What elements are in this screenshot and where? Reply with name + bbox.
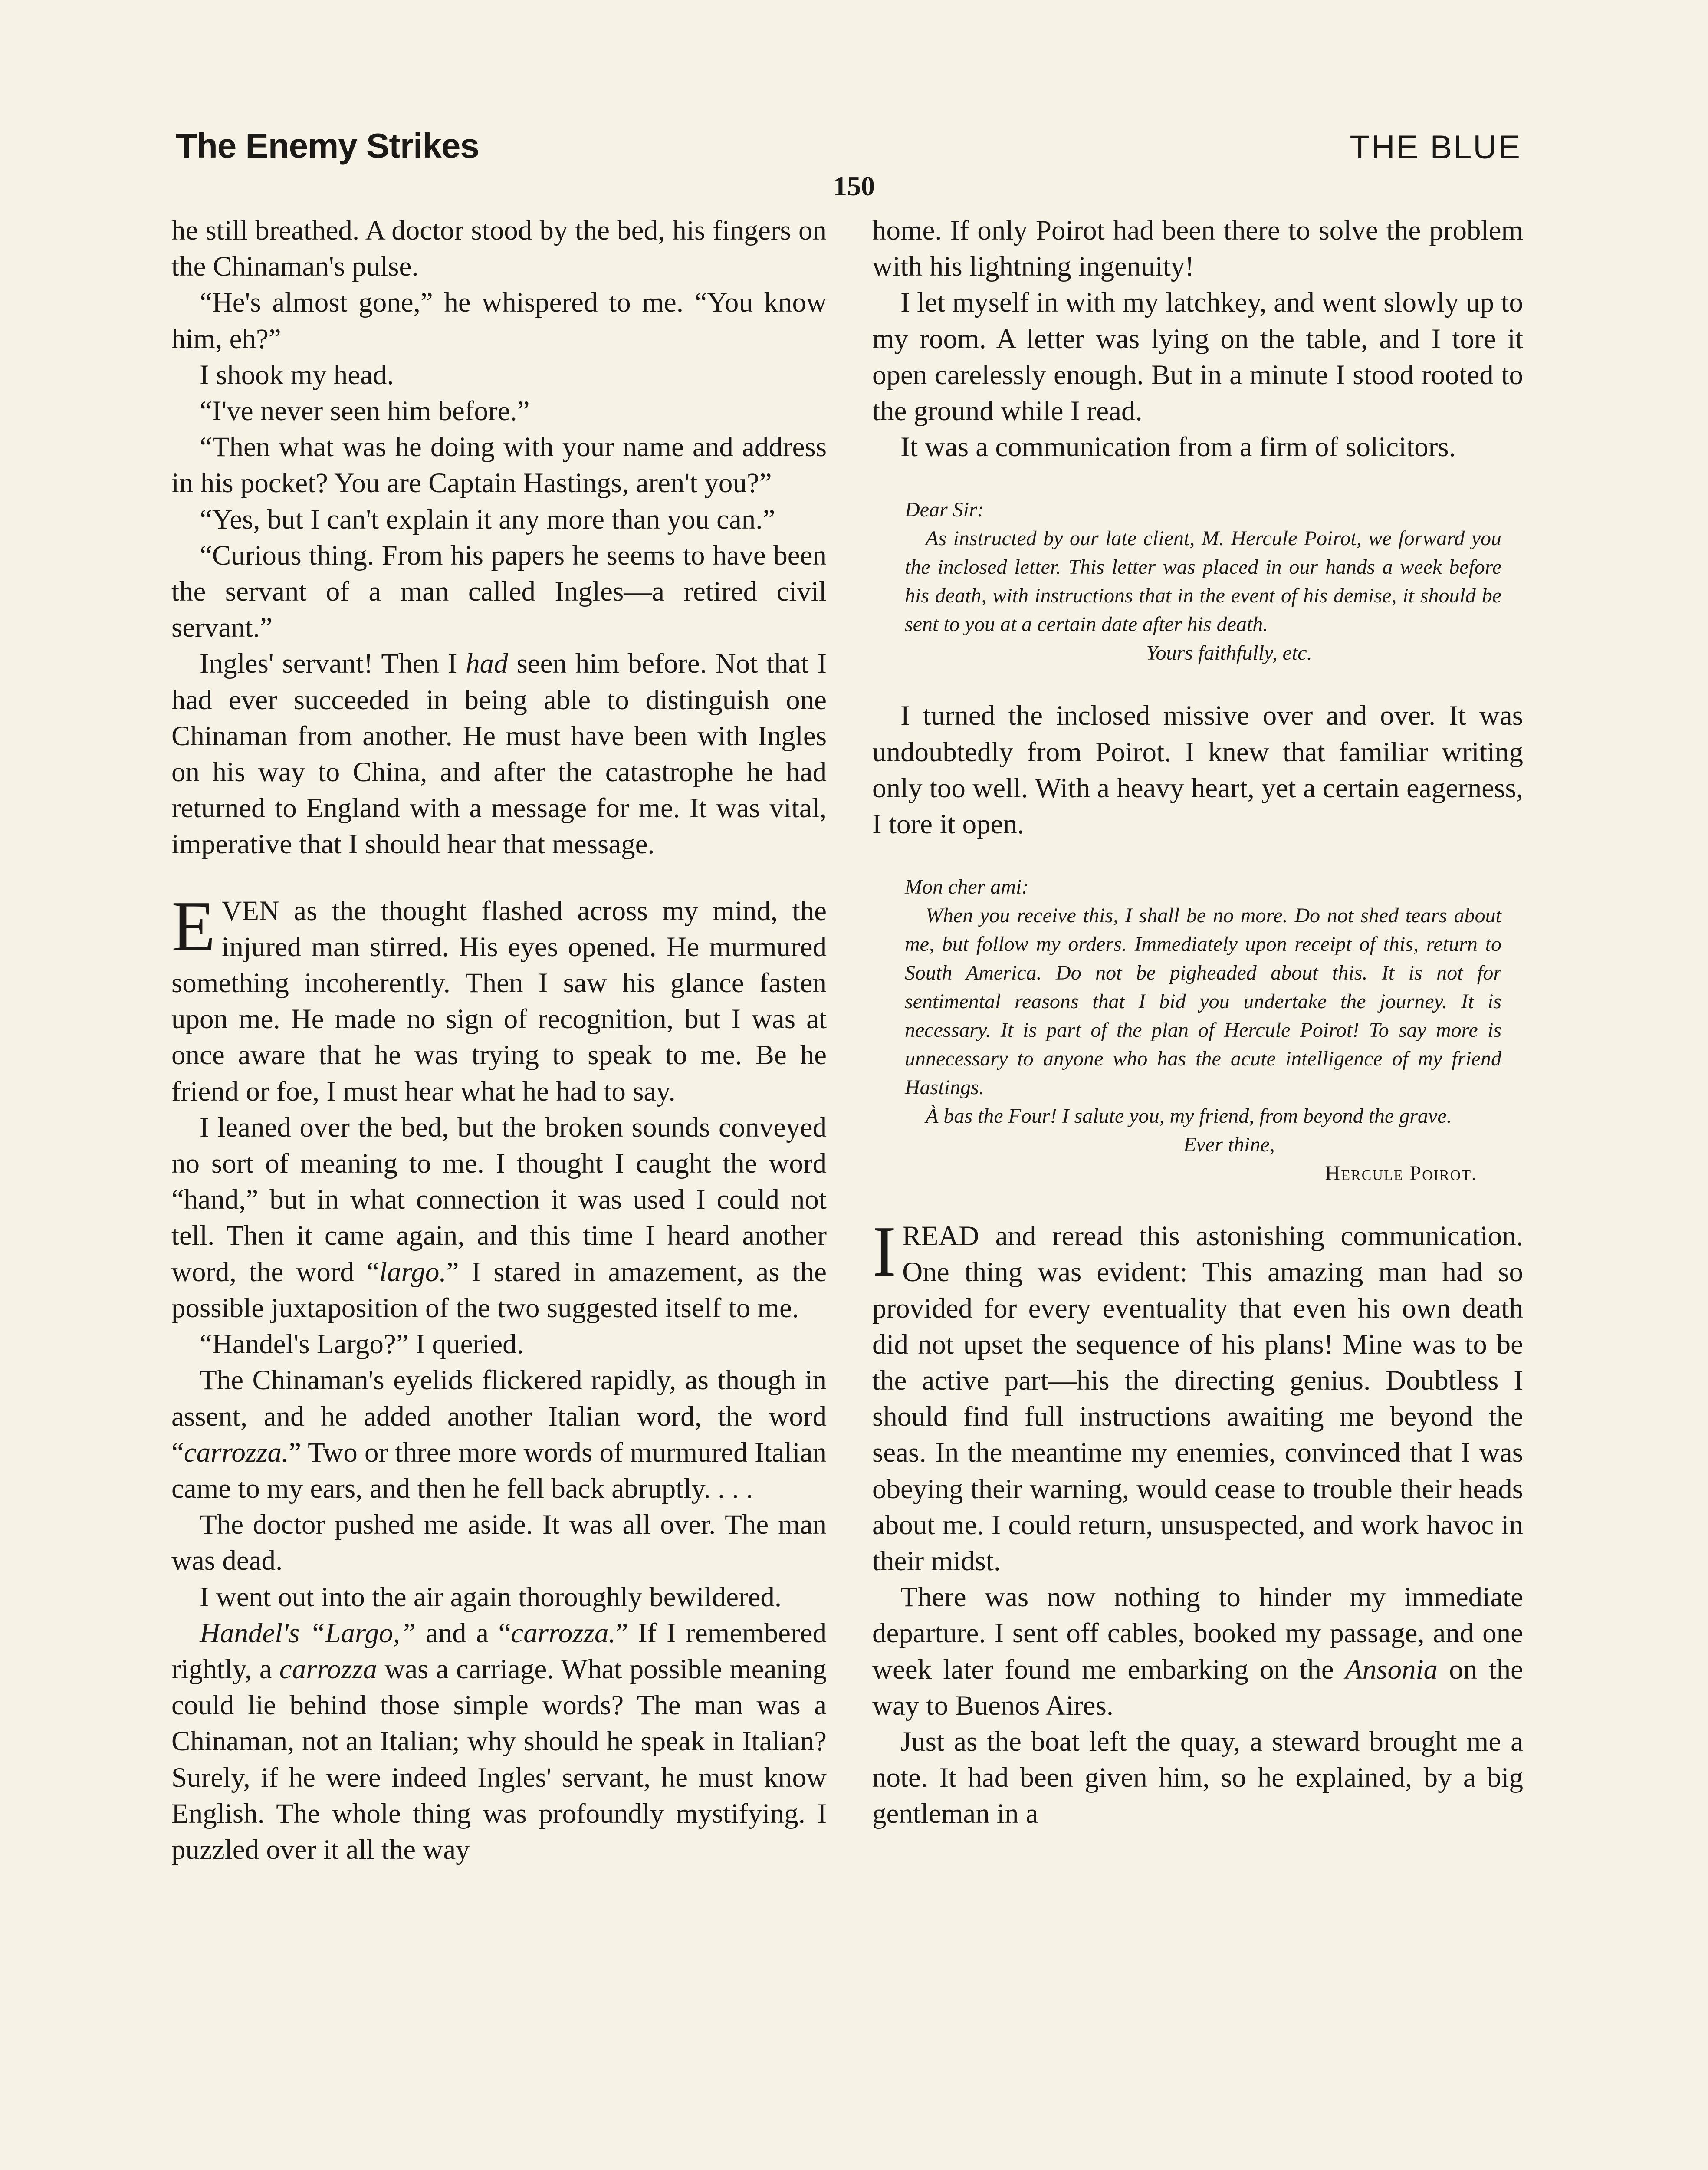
letter-body: As instructed by our late client, M. Hercule Poirot, we forward you the inclosed letter. This letter was placed in our hands a week before his death, with instructions that in the event of his demise, it should be sent to you at a certain date after his death. xyxy=(905,527,1501,636)
paragraph: I shook my head. xyxy=(200,359,394,391)
paragraph: The Chinaman's eyelids flickered rapidly, as though in assent, and he added another Italian word, the word “carrozza.” Two or three more words of murmured Italian came to my ears, and then he fell back abruptly. . . . xyxy=(171,1364,827,1504)
paragraph: Just as the boat left the quay, a steward brought me a note. It had been given him, so he explained, by a big gentleman in a xyxy=(872,1726,1523,1830)
letter-body: When you receive this, I shall be no more. Do not shed tears about me, but follow my orders. Immediately upon receipt of this, return to South America. Do not be pigheaded about this. It is not for sentimental reasons that I bid you undertake the journey. It is necessary. It is part of the plan of Hercule Poirot! To say more is unnecessary to anyone who has the acute intelligence of my friend Hastings. xyxy=(905,904,1501,1099)
letter-closing: Yours faithfully, etc. xyxy=(1146,641,1312,665)
page-number: 150 xyxy=(833,171,875,201)
letter-salutation: Mon cher ami: xyxy=(905,875,1029,899)
paragraph: There was now nothing to hinder my immediate departure. I sent off cables, booked my passage, and one week later found me embarking on the Ansonia on the way to Buenos Aires. xyxy=(872,1581,1523,1721)
section-paragraph: EVEN as the thought flashed across my mind, the injured man stirred. His eyes opened. He murmured something incoherently. Then I saw his glance fasten upon me. He made no sign of recognition, but I was at once aware that he was trying to speak to me. Be he friend or foe, I must hear what he had to say. xyxy=(171,886,827,1107)
paragraph: It was a communication from a firm of solicitors. xyxy=(900,431,1456,463)
letter-salutation: Dear Sir: xyxy=(905,498,984,522)
paragraph: I turned the inclosed missive over and over. It was undoubtedly from Poirot. I knew that familiar writing only too well. With a heavy heart, yet a certain eagerness, I tore it open. xyxy=(872,700,1523,840)
drop-cap: E xyxy=(171,886,216,966)
paragraph: I let myself in with my latchkey, and went slowly up to my room. A letter was lying on the table, and I tore it open carelessly enough. But in a minute I stood rooted to the ground while I read. xyxy=(872,287,1523,427)
letter-body: À bas the Four! I salute you, my friend, from beyond the grave. xyxy=(926,1105,1452,1128)
paragraph: “Curious thing. From his papers he seems to have been the servant of a man called Ingles—a retired civil servant.” xyxy=(171,539,827,644)
left-column xyxy=(171,213,827,1868)
solicitors-letter xyxy=(905,496,1501,667)
letter-signature: Hercule Poirot. xyxy=(1325,1162,1478,1185)
paragraph: he still breathed. A doctor stood by the bed, his fingers on the Chinaman's pulse. xyxy=(171,215,827,283)
drop-cap: I xyxy=(872,1211,897,1292)
paragraph: I went out into the air again thoroughly bewildered. xyxy=(200,1581,782,1613)
paragraph: Handel's “Largo,” and a “carrozza.” If I remembered rightly, a carrozza was a carriage. What possible meaning could lie behind those simple words? The man was a Chinaman, not an Italian; why should he speak in Italian? Surely, if he were indeed Ingles' servant, he must know English. The whole thing was profoundly mystifying. I puzzled over it all the way xyxy=(171,1617,827,1865)
paragraph: home. If only Poirot had been there to solve the problem with his lightning ingenuity! xyxy=(872,215,1523,283)
paragraph: “He's almost gone,” he whispered to me. “You know him, eh?” xyxy=(171,287,827,355)
paragraph: The doctor pushed me aside. It was all over. The man was dead. xyxy=(171,1509,827,1577)
letter-closing: Ever thine, xyxy=(1183,1133,1275,1157)
magazine-title: THE BLUE xyxy=(1350,129,1521,166)
paragraph: “I've never seen him before.” xyxy=(200,395,530,427)
paragraph: “Then what was he doing with your name and address in his pocket? You are Captain Hastings, aren't you?” xyxy=(171,431,827,499)
paragraph: I leaned over the bed, but the broken sounds conveyed no sort of meaning to me. I thought I caught the word “hand,” but in what connection it was used I could not tell. Then it came again, and this time I heard another word, the word “largo.” I stared in amazement, as the possible juxtaposition of the two suggested itself to me. xyxy=(171,1111,827,1324)
running-title: The Enemy Strikes xyxy=(176,126,479,165)
paragraph: “Handel's Largo?” I queried. xyxy=(200,1328,524,1360)
section-paragraph: I READ and reread this astonishing communication. One thing was evident: This amazing man had so provided for every eventuality that even his own death did not upset the sequence of his plans! Mine was to be the active part—his the directing genius. Doubtless I should find full instructions awaiting me beyond the seas. In the meantime my enemies, convinced that I was obeying their warning, would cease to trouble their heads about me. I could return, unsuspected, and work havoc in their midst. xyxy=(872,1211,1523,1577)
right-column xyxy=(872,213,1523,1832)
poirot-letter xyxy=(905,873,1501,1188)
paragraph: “Yes, but I can't explain it any more than you can.” xyxy=(200,503,775,535)
paragraph: Ingles' servant! Then I had seen him before. Not that I had ever succeeded in being able to distinguish one Chinaman from another. He must have been with Ingles on his way to China, and after the catastrophe he had returned to England with a message for me. It was vital, imperative that I should hear that message. xyxy=(171,648,827,860)
